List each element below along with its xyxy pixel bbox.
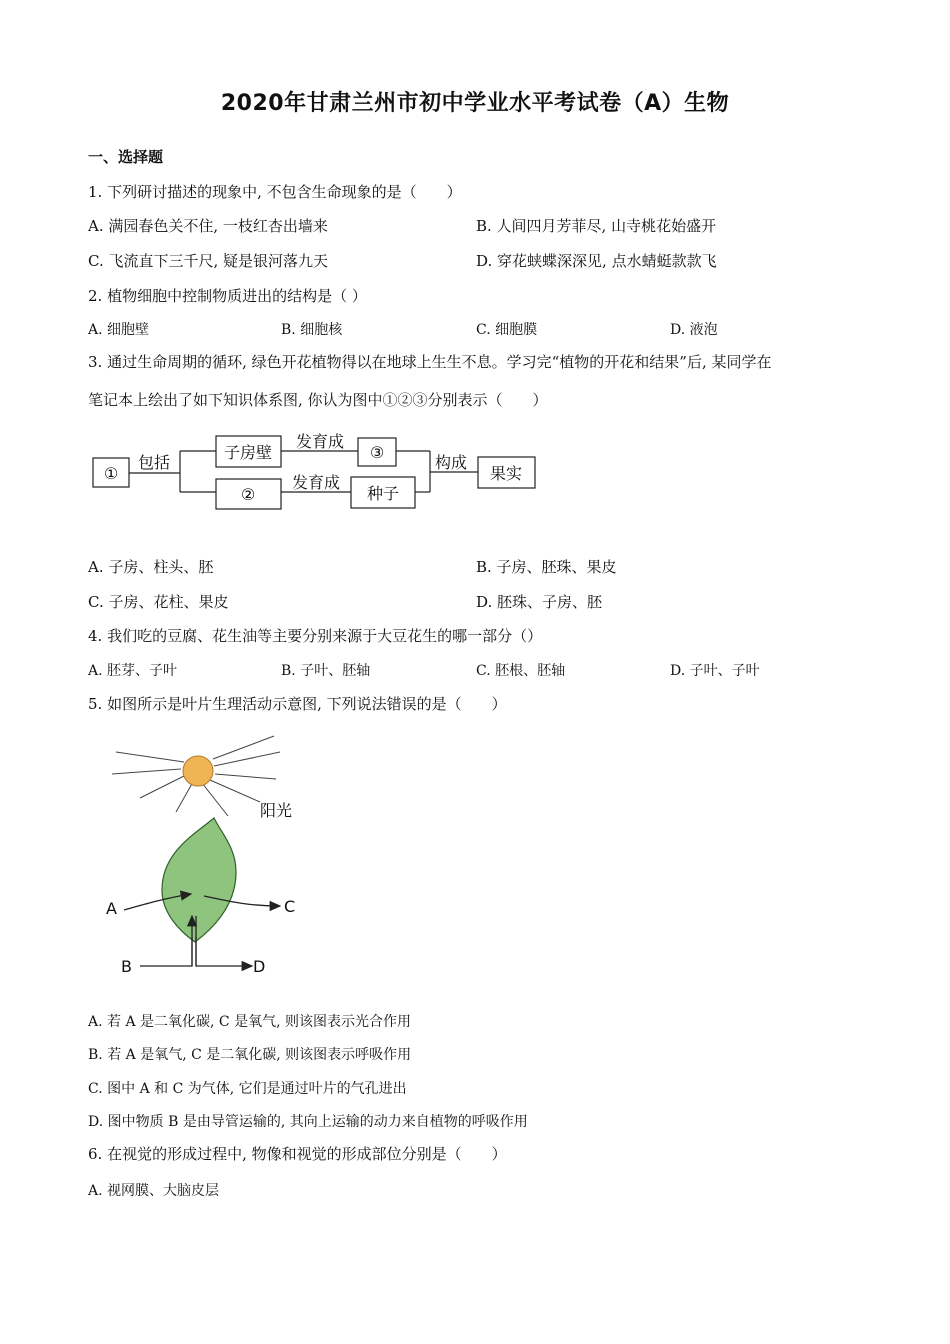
question-4-option-d: D. 子叶、子叶 <box>670 663 760 679</box>
question-3-stem-line1: 3. 通过生命周期的循环, 绿色开花植物得以在地球上生生不息。学习完“植物的开花和结果”后, 某同学在 <box>88 353 772 371</box>
question-1-option-d: D. 穿花蛱蝶深深见, 点水蜻蜓款款飞 <box>476 252 717 270</box>
question-1-option-a: A. 满园春色关不住, 一枝红杏出墙来 <box>88 217 328 235</box>
question-3-stem-line2: 笔记本上绘出了如下知识体系图, 你认为图中①②③分别表示（ ） <box>88 391 548 409</box>
leaf-icon <box>162 818 236 942</box>
diagram-label-seed: 种子 <box>366 484 400 503</box>
question-1-option-c: C. 飞流直下三千尺, 疑是银河落九天 <box>88 252 329 270</box>
diagram-label-develop-1: 发育成 <box>295 432 345 451</box>
question-2-option-a: A. 细胞壁 <box>88 322 150 338</box>
question-6-option-a: A. 视网膜、大脑皮层 <box>88 1183 220 1199</box>
diagram-label-3: ③ <box>369 443 385 462</box>
diagram-label-include: 包括 <box>137 453 171 472</box>
question-5-option-a: A. 若 A 是二氧化碳, C 是氧气, 则该图表示光合作用 <box>88 1014 411 1030</box>
section-heading: 一、选择题 <box>88 148 164 166</box>
question-1-stem: 1. 下列研讨描述的现象中, 不包含生命现象的是（ ） <box>88 183 462 201</box>
question-5-option-b: B. 若 A 是氧气, C 是二氧化碳, 则该图表示呼吸作用 <box>88 1047 412 1063</box>
diagram-label-fruit: 果实 <box>489 464 523 483</box>
question-3-option-a: A. 子房、柱头、胚 <box>88 558 214 576</box>
question-4-option-c: C. 胚根、胚轴 <box>476 663 566 679</box>
question-4-option-b: B. 子叶、胚轴 <box>281 663 371 679</box>
label-c: C <box>284 897 296 916</box>
diagram-label-2: ② <box>240 485 256 504</box>
question-2-option-b: B. 细胞核 <box>281 322 343 338</box>
question-5-option-c: C. 图中 A 和 C 为气体, 它们是通过叶片的气孔进出 <box>88 1081 407 1097</box>
label-d: D <box>253 957 266 976</box>
diagram-label-develop-2: 发育成 <box>291 473 341 492</box>
leaf-diagram <box>100 732 320 982</box>
knowledge-diagram <box>88 428 548 518</box>
diagram-label-1: ① <box>103 464 119 483</box>
diagram-label-compose: 构成 <box>434 453 468 472</box>
question-3-option-d: D. 胚珠、子房、胚 <box>476 593 603 611</box>
question-3-option-b: B. 子房、胚珠、果皮 <box>476 558 617 576</box>
question-6-stem: 6. 在视觉的形成过程中, 物像和视觉的形成部位分别是（ ） <box>88 1145 507 1163</box>
question-2-option-d: D. 液泡 <box>670 322 718 338</box>
question-2-stem: 2. 植物细胞中控制物质进出的结构是（ ） <box>88 287 367 305</box>
question-1-option-b: B. 人间四月芳菲尽, 山寺桃花始盛开 <box>476 217 717 235</box>
question-5-option-d: D. 图中物质 B 是由导管运输的, 其向上运输的动力来自植物的呼吸作用 <box>88 1114 528 1130</box>
sun-icon <box>183 756 213 786</box>
question-4-stem: 4. 我们吃的豆腐、花生油等主要分别来源于大豆花生的哪一部分（） <box>88 627 543 645</box>
question-4-option-a: A. 胚芽、子叶 <box>88 663 178 679</box>
sunlight-label: 阳光 <box>260 801 293 820</box>
page-title: 2020年甘肃兰州市初中学业水平考试卷（A）生物 <box>220 91 730 116</box>
question-2-option-c: C. 细胞膜 <box>476 322 538 338</box>
label-a: A <box>106 899 117 918</box>
diagram-label-ovary-wall: 子房壁 <box>223 443 273 462</box>
question-3-option-c: C. 子房、花柱、果皮 <box>88 593 229 611</box>
label-b: B <box>121 957 132 976</box>
question-5-stem: 5. 如图所示是叶片生理活动示意图, 下列说法错误的是（ ） <box>88 695 507 713</box>
